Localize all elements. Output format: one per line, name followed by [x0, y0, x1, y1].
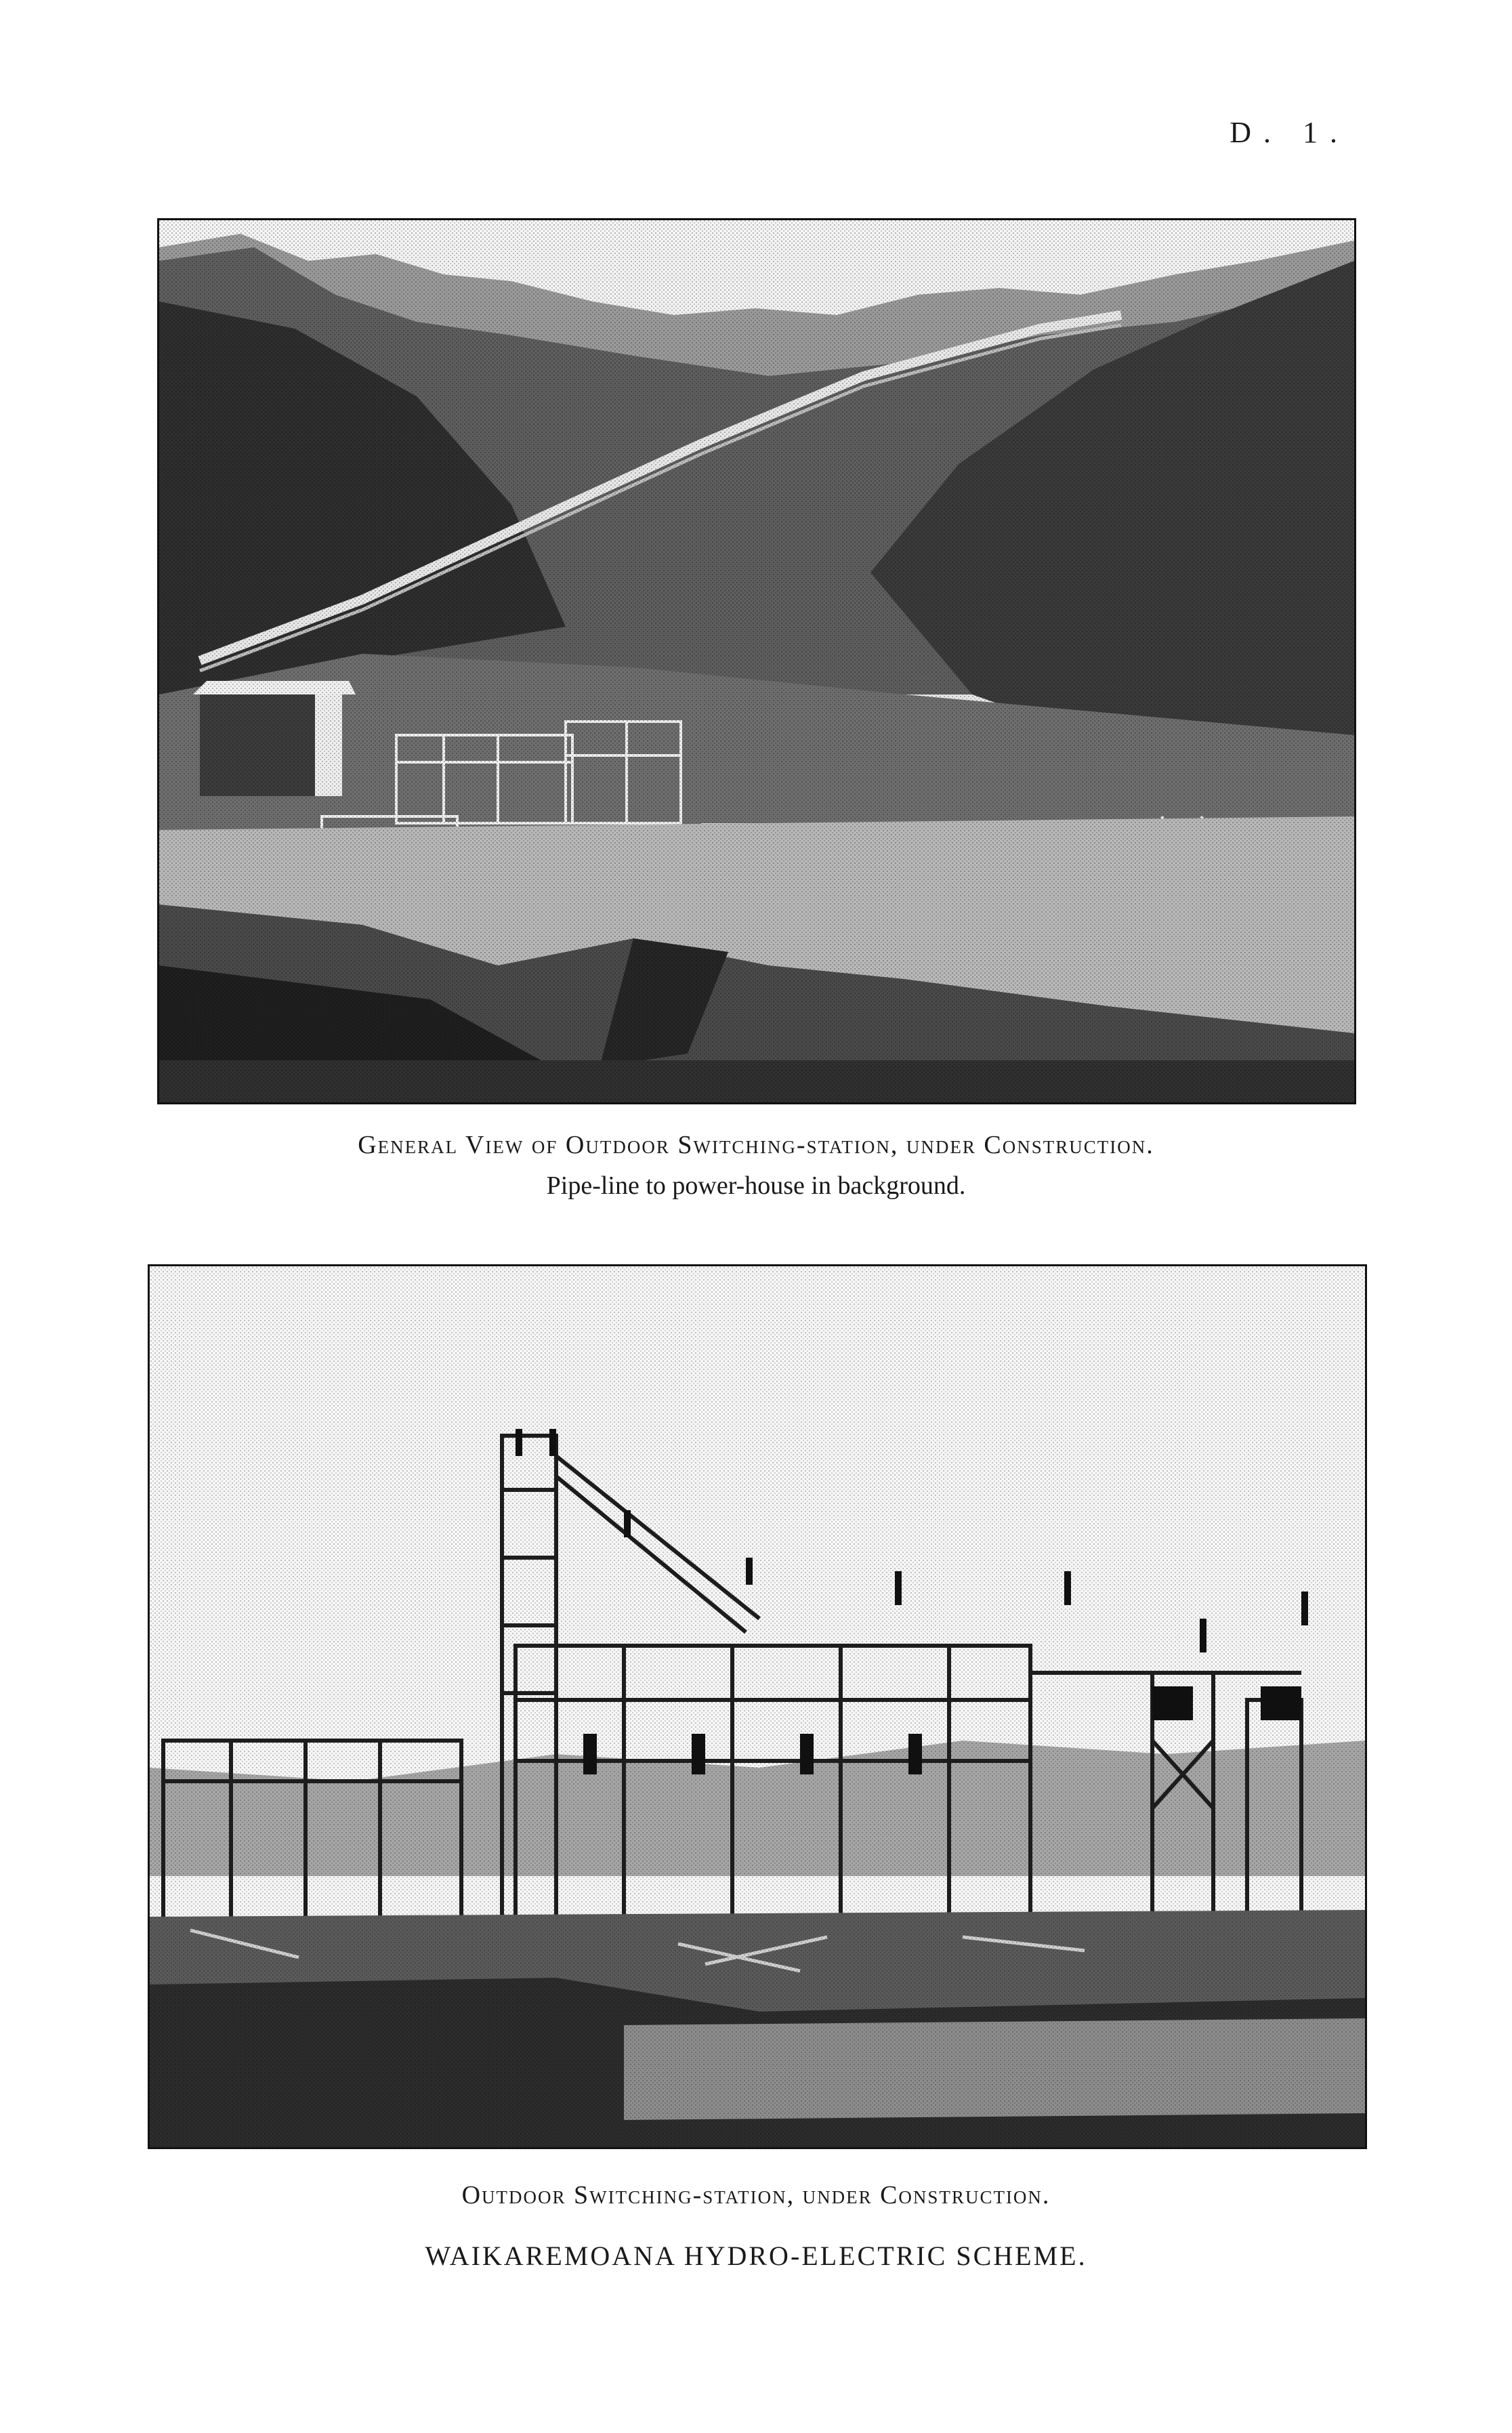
- photo-general-view-illustration: [159, 220, 1354, 1102]
- page-reference: D. 1.: [1230, 116, 1349, 149]
- figure-2-caption: Outdoor Switching-station, under Construction.: [461, 2181, 1051, 2209]
- photograph-switching-station: [148, 1264, 1367, 2149]
- figure-1-caption: General View of Outdoor Switching-station, under Construction.: [358, 1131, 1154, 1159]
- photo-switching-station-illustration: [150, 1266, 1365, 2147]
- figure-1-subcaption: Pipe-line to power-house in background.: [546, 1171, 966, 1200]
- scheme-title: WAIKAREMOANA HYDRO-ELECTRIC SCHEME.: [425, 2241, 1087, 2271]
- photograph-general-view: [157, 218, 1356, 1104]
